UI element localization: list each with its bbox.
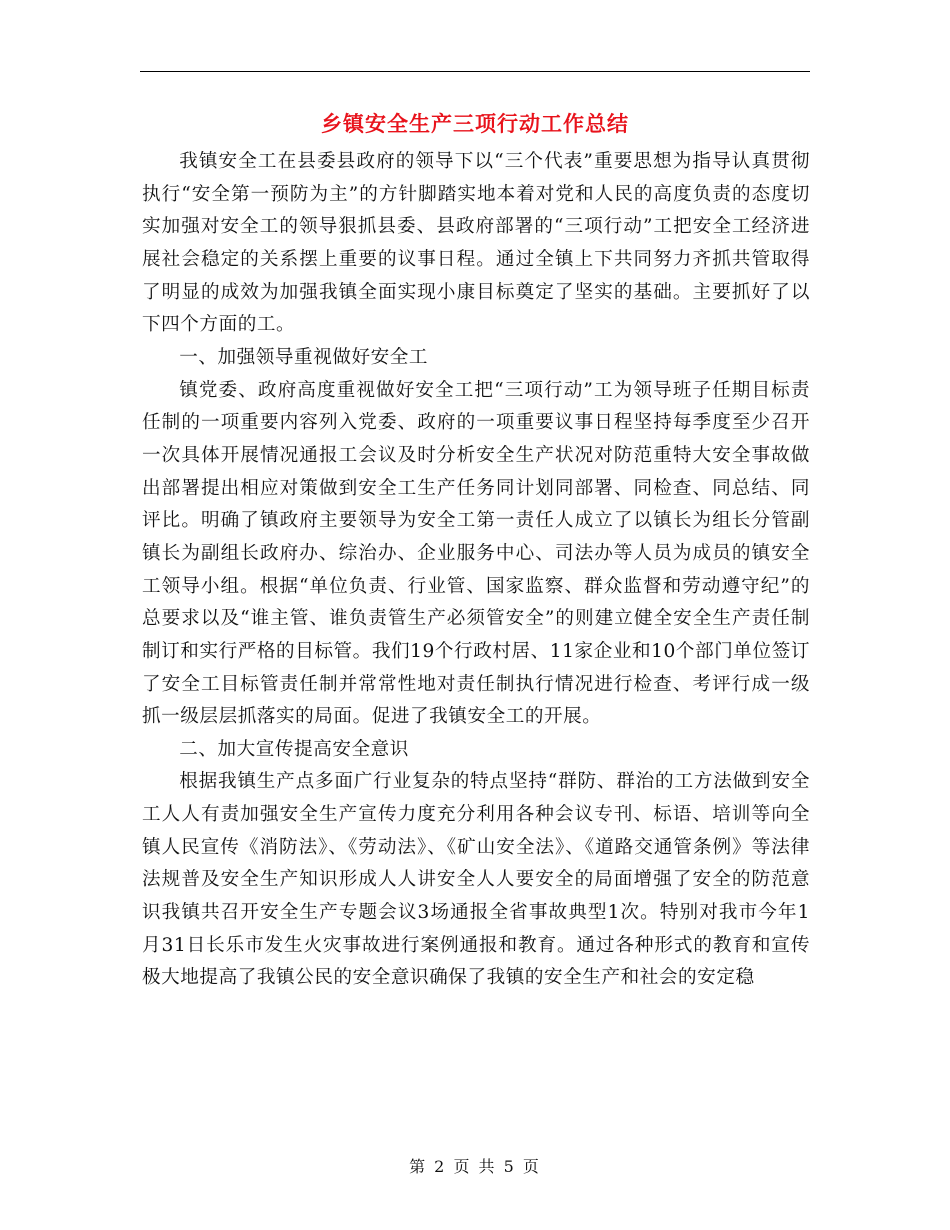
document-title: 乡镇安全生产三项行动工作总结: [321, 111, 629, 136]
paragraph-section-2: 根据我镇生产点多面广行业复杂的特点坚持“群防、群治的工方法做到安全工人人有责加强安全生产宣传力度充分利用各种会议专刊、标语、培训等向全镇人民宣传《消防法》、《劳动法》、《矿山安全法》、《道路交通管条例》等法律法规普及安全生产知识形成人人讲安全人人要安全的局面增强了安全的防范意识我镇共召开安全生产专题会议3场通报全省事故典型1次。特别对我市今年1月31日长乐市发生火灾事故进行案例通报和教育。通过各种形式的教育和宣传极大地提高了我镇公民的安全意识确保了我镇的安全生产和社会的安定稳: [142, 771, 810, 989]
paragraph-section-1: 镇党委、政府高度重视做好安全工把“三项行动”工为领导班子任期目标责任制的一项重要内容列入党委、政府的一项重要议事日程坚持每季度至少召开一次具体开展情况通报工会议及时分析安全生产状况对防范重特大安全事故做出部署提出相应对策做到安全工生产任务同计划同部署、同检查、同总结、同评比。明确了镇政府主要领导为安全工第一责任人成立了以镇长为组长分管副镇长为副组长政府办、综治办、企业服务中心、司法办等人员为成员的镇安全工领导小组。根据“单位负责、行业管、国家监察、群众监督和劳动遵守纪”的总要求以及“谁主管、谁负责管生产必须管安全”的则建立健全安全生产责任制制订和实行严格的目标管。我们19个行政村居、11家企业和10个部门单位签订了安全工目标管责任制并常常性地对责任制执行情况进行检查、考评行成一级抓一级层层抓落实的局面。促进了我镇安全工的开展。: [142, 379, 810, 728]
section-heading-2: 二、加大宣传提高安全意识: [179, 738, 409, 760]
header-rule: [140, 71, 810, 72]
paragraph-intro: 我镇安全工在县委县政府的领导下以“三个代表”重要思想为指导认真贯彻执行“安全第一预防为主”的方针脚踏实地本着对党和人民的高度负责的态度切实加强对安全工的领导狠抓县委、县政府部署的“三项行动”工把安全工经济进展社会稳定的关系摆上重要的议事日程。通过全镇上下共同努力齐抓共管取得了明显的成效为加强我镇全面实现小康目标奠定了坚实的基础。主要抓好了以下四个方面的工。: [142, 151, 810, 336]
document-body: [142, 146, 810, 995]
page-number-footer: 第 2 页 共 5 页: [409, 1157, 541, 1176]
section-heading-1: 一、加强领导重视做好安全工: [179, 346, 429, 368]
